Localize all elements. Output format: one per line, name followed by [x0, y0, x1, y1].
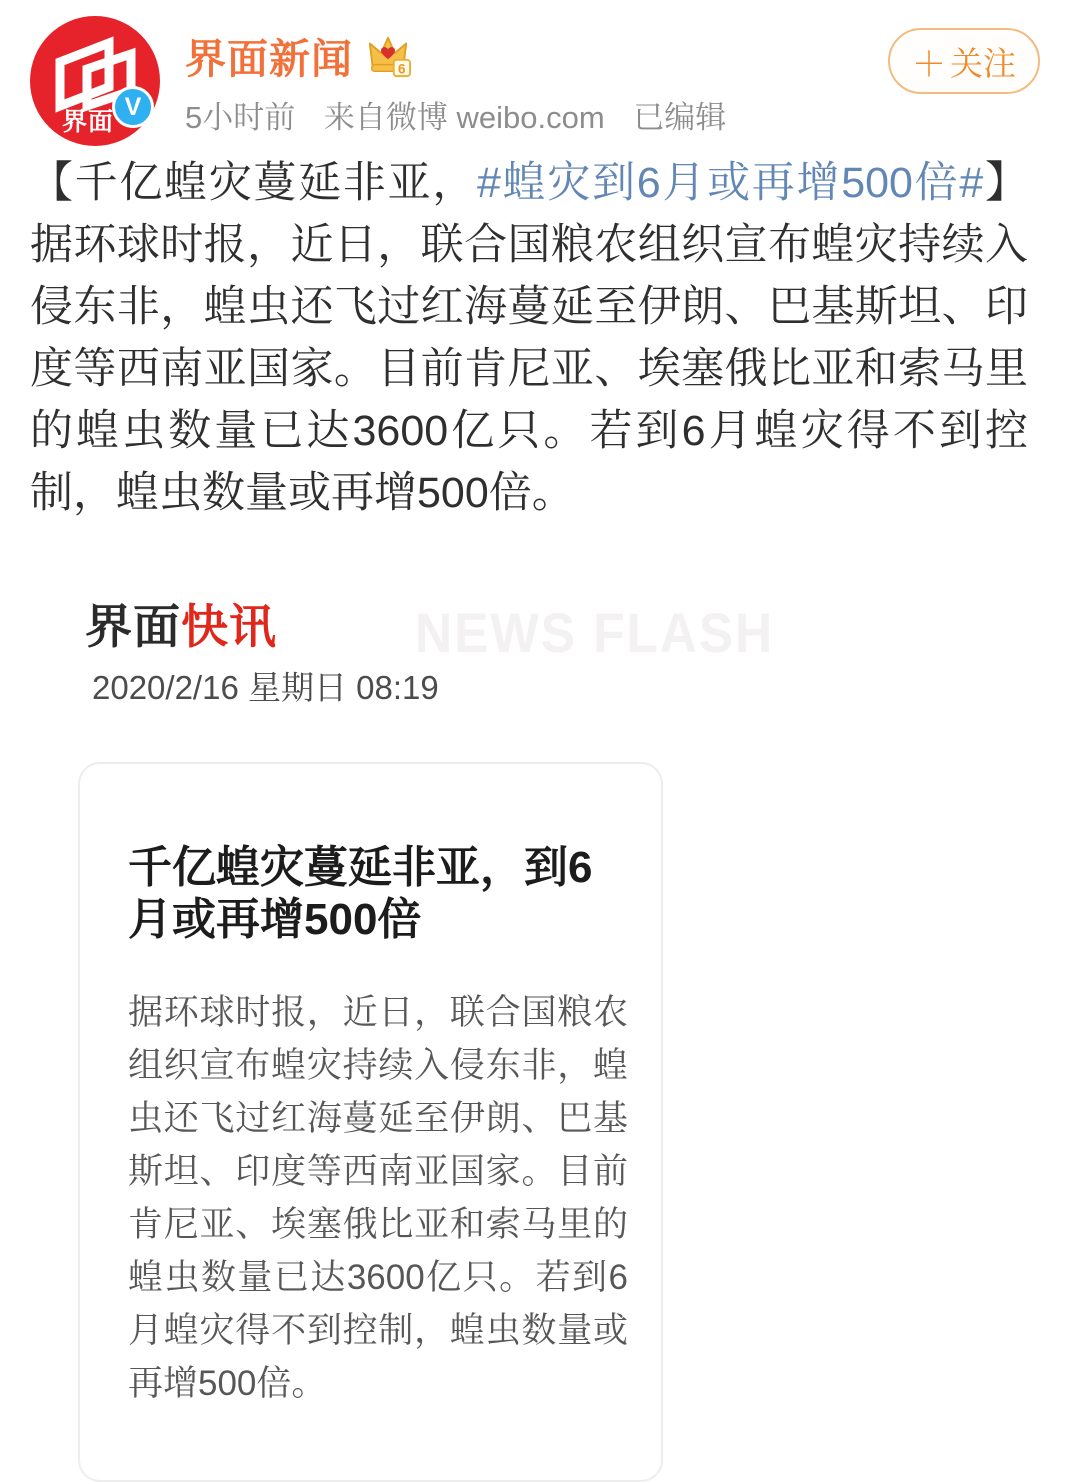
- post-header: [30, 16, 1040, 150]
- newsflash-watermark: NEWS FLASH: [415, 601, 775, 664]
- avatar-brand-text: 界面: [62, 108, 115, 136]
- follow-button-label: 关注: [950, 44, 1016, 82]
- newsflash-card-title: 千亿蝗灾蔓延非亚，到6月或再增500倍: [128, 843, 593, 944]
- author-avatar[interactable]: [30, 16, 160, 146]
- post-meta: [185, 92, 746, 137]
- post-edited-flag: 已编辑: [633, 100, 727, 135]
- brand-part-red: 快讯: [181, 600, 277, 653]
- newsflash-datetime: 2020/2/16 星期日 08:19: [92, 669, 439, 706]
- embedded-news-image[interactable]: [0, 560, 1079, 1432]
- post-content: [30, 152, 1028, 524]
- post-text-body: 】据环球时报，近日，联合国粮农组织宣布蝗灾持续入侵东非，蝗虫还飞过红海蔓延至伊朗、巴基斯坦、印度等西南亚国家。目前肯尼亚、埃塞俄比亚和索马里的蝗虫数量已达3600亿只。若到6月蝗灾得不到控制，蝗虫数量或再增500倍。: [30, 159, 1029, 517]
- author-name[interactable]: 界面新闻: [185, 36, 353, 82]
- post-source: 来自微博 weibo.com: [323, 100, 605, 135]
- vip-crown-icon: [365, 33, 411, 84]
- newsflash-card: [78, 762, 663, 1482]
- plus-icon: ＋: [912, 45, 946, 84]
- verified-badge-icon: V: [112, 86, 154, 128]
- post-text-opening: 【千亿蝗灾蔓延非亚，: [30, 159, 478, 207]
- brand-part-black: 界面: [85, 600, 181, 653]
- post-time: 5小时前: [185, 100, 296, 135]
- follow-button[interactable]: [888, 28, 1040, 94]
- newsflash-card-body: 据环球时报，近日，联合国粮农组织宣布蝗灾持续入侵东非，蝗虫还飞过红海蔓延至伊朗、巴基斯坦、印度等西南亚国家。目前肯尼亚、埃塞俄比亚和索马里的蝗虫数量已达3600亿只。若到6月蝗灾得不到控制，蝗虫数量或再增500倍。: [128, 993, 628, 1403]
- hashtag-link[interactable]: #蝗灾到6月或再增500倍#: [477, 159, 984, 207]
- newsflash-brand: [85, 590, 277, 657]
- vip-level-number: 6: [398, 61, 406, 77]
